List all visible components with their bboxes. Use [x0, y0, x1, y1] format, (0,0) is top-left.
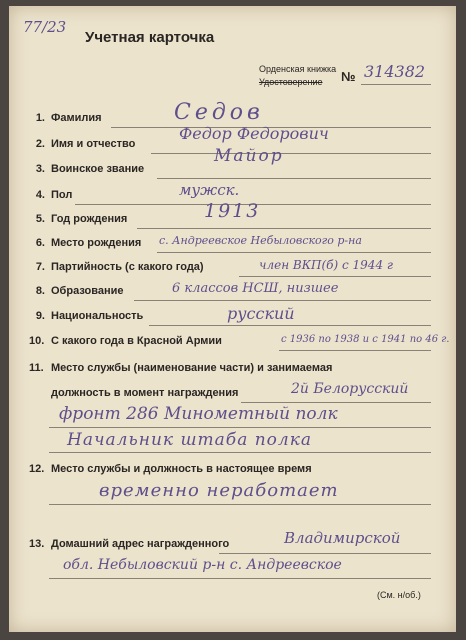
- continued-note: (См. н/об.): [377, 590, 421, 600]
- field-7-number: 7.: [35, 261, 45, 273]
- field-3-number: 3.: [35, 163, 45, 175]
- field-10-label: С какого года в Красной Армии: [51, 335, 222, 347]
- field-3-value: Майор: [214, 146, 284, 166]
- field-8-number: 8.: [35, 285, 45, 297]
- field-8-value: 6 классов НСШ, низшее: [172, 281, 339, 296]
- field-7-value: член ВКП(б) с 1944 г: [259, 258, 393, 272]
- field-13-value: Владимирской: [284, 529, 401, 547]
- field-12-number: 12.: [29, 463, 45, 475]
- field-5-number: 5.: [35, 213, 45, 225]
- field-13-value-line2: обл. Небыловский р-н с. Андреевское: [63, 557, 342, 573]
- field-13-label: Домашний адрес награжденного: [51, 538, 230, 550]
- field-3-label: Воинское звание: [51, 163, 145, 175]
- field-4-label: Пол: [51, 189, 73, 201]
- field-2-value: Федор Федорович: [179, 124, 329, 143]
- field-6-value: с. Андреевское Небыловского р-на: [159, 234, 362, 247]
- field-7-label: Партийность (с какого года): [51, 261, 204, 273]
- field-1-label: Фамилия: [51, 112, 102, 124]
- field-13-number: 13.: [29, 538, 45, 550]
- field-4-value: мужск.: [179, 181, 240, 199]
- field-9-value: русский: [227, 304, 295, 323]
- field-2-label: Имя и отчество: [51, 138, 136, 150]
- field-5-value: 1913: [204, 200, 261, 222]
- number-sign: №: [341, 69, 356, 84]
- field-6-label: Место рождения: [51, 237, 142, 249]
- number-value: 314382: [364, 62, 426, 81]
- field-11-label-line2: должность в момент награждения: [51, 387, 239, 399]
- order-book-label: Орденская книжка: [259, 64, 337, 74]
- field-6-number: 6.: [35, 237, 45, 249]
- field-10-number: 10.: [29, 335, 45, 347]
- field-5-label: Год рождения: [51, 213, 128, 225]
- field-11-value: 2й Белорусский: [291, 381, 409, 397]
- field-2-number: 2.: [35, 138, 45, 150]
- field-1-value: Седов: [174, 100, 264, 125]
- field-8-label: Образование: [51, 285, 124, 297]
- record-card: [9, 6, 456, 632]
- card-title: Учетная карточка: [85, 29, 215, 46]
- archive-number: 77/23: [23, 18, 67, 36]
- field-1-number: 1.: [35, 112, 45, 124]
- field-10-value: с 1936 по 1938 и с 1941 по 46 г.: [281, 334, 450, 345]
- field-11-label: Место службы (наименование части) и занимаемая: [51, 362, 333, 374]
- field-11-value-line3: Начальник штаба полка: [67, 430, 313, 450]
- field-11-value-line2: фронт 286 Минометный полк: [59, 404, 338, 424]
- field-9-label: Национальность: [51, 310, 144, 322]
- field-12-value: временно неработает: [99, 480, 339, 501]
- field-12-label: Место службы и должность в настоящее время: [51, 463, 312, 475]
- field-4-number: 4.: [35, 189, 45, 201]
- field-11-number: 11.: [29, 362, 44, 374]
- field-9-number: 9.: [35, 310, 45, 322]
- certificate-label: Удостоверение: [259, 77, 323, 87]
